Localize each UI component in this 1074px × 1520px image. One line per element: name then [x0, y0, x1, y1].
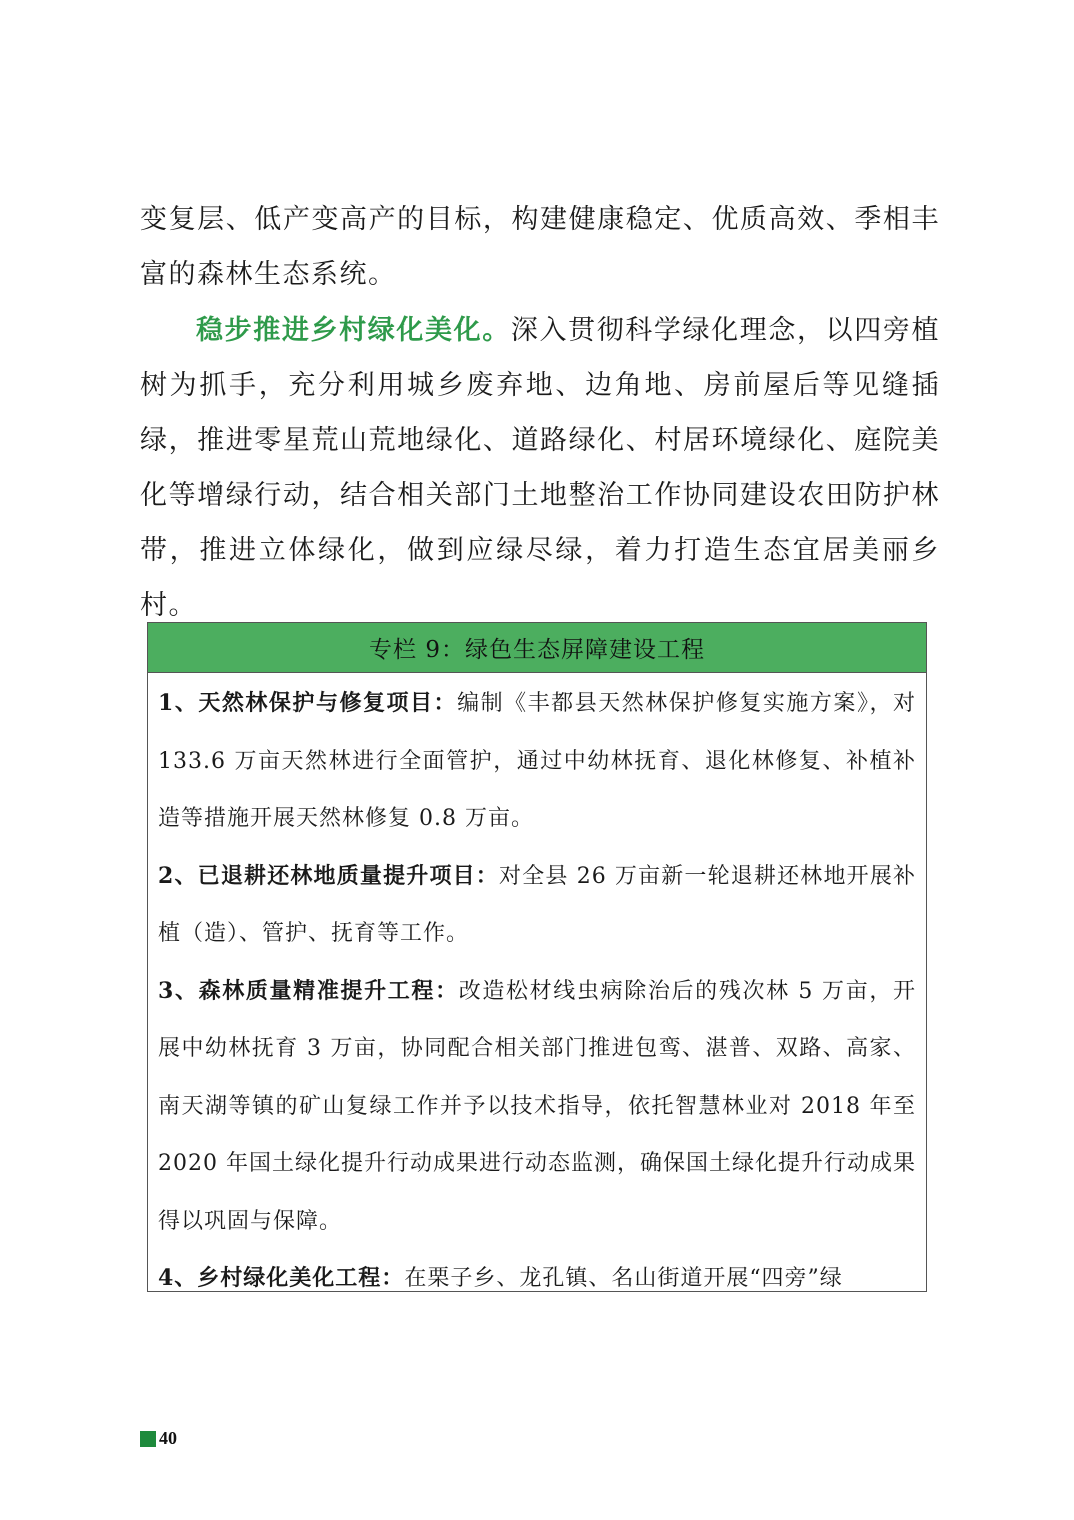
box-item-title: 1、天然林保护与修复项目： — [158, 690, 458, 716]
green-square-icon — [140, 1431, 156, 1447]
box-item-2 — [158, 848, 916, 963]
page-number: 40 — [159, 1428, 177, 1448]
box-item-3 — [158, 963, 916, 1251]
body-paragraph-1: 变复层、低产变高产的目标，构建健康稳定、优质高效、季相丰富的森林生态系统。 — [140, 204, 940, 290]
paragraph-lead-heading: 稳步推进乡村绿化美化。 — [196, 315, 511, 346]
box-item-1 — [158, 675, 916, 848]
box-item-text: 在栗子乡、龙孔镇、名山街道开展“四旁”绿 — [404, 1266, 843, 1291]
column-box — [147, 622, 927, 1292]
column-box-title: 专栏 9：绿色生态屏障建设工程 — [148, 623, 926, 673]
body-paragraph-2 — [140, 303, 940, 633]
box-item-4 — [158, 1250, 916, 1292]
page-footer — [140, 1428, 177, 1449]
box-item-title: 4、乡村绿化美化工程： — [158, 1265, 405, 1291]
box-item-title: 3、森林质量精准提升工程： — [158, 977, 459, 1004]
box-item-text: 改造松材线虫病除治后的残次林 5 万亩，开展中幼林抚育 3 万亩，协同配合相关部门推进包鸾、湛普、双路、高家、南天湖等镇的矿山复绿工作并予以技术指导，依托智慧林业对 2018 年至 2020 年国土绿化提升行动成果进行动态监测，确保国土绿化提升行动成果得以巩固与保障。 — [158, 978, 916, 1234]
column-box-body — [148, 675, 926, 1292]
paragraph-text: 深入贯彻科学绿化理念，以四旁植树为抓手，充分利用城乡废弃地、边角地、房前屋后等见缝插绿，推进零星荒山荒地绿化、道路绿化、村居环境绿化、庭院美化等增绿行动，结合相关部门土地整治工作协同建设农田防护林带，推进立体绿化，做到应绿尽绿，着力打造生态宜居美丽乡村。 — [140, 315, 941, 621]
box-item-title: 2、已退耕还林地质量提升项目： — [158, 862, 499, 889]
box-item-text: 对全县 26 万亩新一轮退耕还林地开展补植（造）、管护、抚育等工作。 — [158, 863, 916, 946]
box-item-text: 编制《丰都县天然林保护修复实施方案》，对 133.6 万亩天然林进行全面管护，通过中幼林抚育、退化林修复、补植补造等措施开展天然林修复 0.8 万亩。 — [158, 691, 916, 831]
